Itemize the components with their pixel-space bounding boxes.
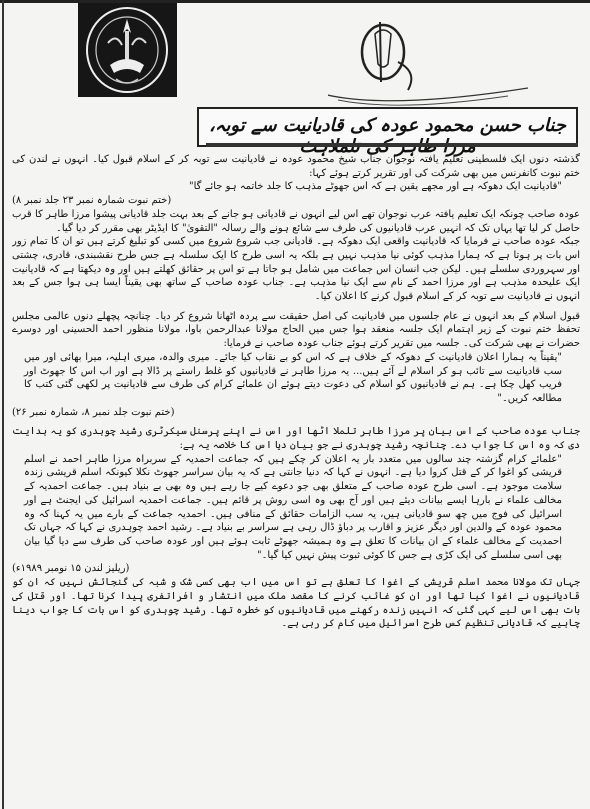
- citation: (ختم نبوت شمارہ نمبر ۲۳ جلد نمبر ۸): [12, 195, 172, 207]
- paragraph: گذشتہ دنوں ایک فلسطینی تعلیم یافتہ نوجوان جناب شیخ محمود عودہ نے قادیانیت سے توبہ کر کے اسلام قبول کیا۔ انہوں نے لندن کی ختم نبوت کانفرنس میں بھی شرکت کی اور تقریر کرتے ہوئے کہا:: [12, 154, 580, 179]
- article-title-box: [197, 107, 578, 147]
- title-shadow: [206, 143, 578, 147]
- emblem-logo: [78, 3, 177, 97]
- paragraph: جہاں تک مولانا محمد اسلم قریشی کے اغوا کا تعلق ہے تو اس میں اب بھی کسی شک و شبہ کی گنجائش نہیں کہ ان کو قادیانیوں نے اغوا کیا تھا اور ان کو غائب کرنے کا مقصد ملک میں انتشار و افراتفری پیدا کرنا تھا۔ اور قتل کی بات بھی اس لیے کہی گئی کہ انہیں زندہ رکھنے میں قادیانیوں کو خطرہ تھا۔ رشید چوہدری کو اس بات کا جواب دینا چاہیے کہ قادیانی تنظیم کس طرح اسرائیل میں کام کر رہی ہے۔: [12, 577, 580, 630]
- quote: "علمائے کرام گزشتہ چند سالوں میں متعدد بار یہ اعلان کر چکے ہیں کہ جماعت احمدیہ کے سربراہ مرزا طاہر احمد نے اسلم قریشی کو اغوا کر کے قتل کروا دیا ہے۔ انہوں نے کہا کہ دنیا جانتی ہے کہ یہ بیان سراسر جھوٹ نکلا کیونکہ اسلم قریشی زندہ سلامت موجود ہے۔ اسی طرح عودہ صاحب کے متعلق بھی جو دعوے کیے جا رہے ہیں وہ بھی بے بنیاد ہیں۔ جماعت احمدیہ کے مخالف علماء نے بارہا ایسے بیانات دیئے ہیں اور آج بھی وہ اسی روش پر قائم ہیں۔ جماعت احمدیہ اسرائیل کی ایجنٹ ہے اور اسرائیل کی فوج میں چھ سو قادیانی ہیں، یہ سب الزامات حقائق کے منافی ہیں۔ احمدیہ جماعت کے بارے میں یہ کہنا کہ وہ محمود عودہ کے والدین اور دیگر عزیز و اقارب پر دباؤ ڈال رہی ہے سراسر بے بنیاد ہے۔ رشید احمد چوہدری نے کہا کہ جہاں تک احمدیت کے مخالف علماء کے ان بیانات کا تعلق ہے وہ ہمیشہ جھوٹے ثابت ہوئے ہیں اور عودہ صاحب کی طرف سے دیا گیا بیان بھی اسی سلسلے کی ایک کڑی ہے جس کا کوئی ثبوت پیش نہیں کیا گیا۔": [24, 453, 562, 561]
- paragraph: جناب عودہ صاحب کے اس بیان پر مرزا طاہر تلملا اٹھا اور اس نے اپنے پرسنل سیکرٹری رشید چوہدری کو یہ ہدایت دی کہ وہ اس کا جواب دے۔ چنانچہ رشید چوہدری نے جو بیان دیا اس کا خلاصہ یہ ہے:: [12, 426, 580, 452]
- paragraph: عودہ صاحب چونکہ ایک تعلیم یافتہ عرب نوجوان تھے اس لیے انہوں نے قادیانی ہو جانے کے بعد بہت جلد قادیانی پیشوا مرزا طاہر کا قرب حاصل کر لیا تھا یہاں تک کہ انہیں عرب قادیانیوں کی طرف سے شائع ہونے والے رسالہ "التقویٰ" کا ایڈیٹر بھی مقرر کر دیا گیا۔: [12, 208, 580, 234]
- citation: (ریلیز لندن ۱۵ نومبر ۱۹۸۹ء): [12, 563, 130, 575]
- article-body: [12, 153, 580, 803]
- citation: (ختم نبوت جلد نمبر ۸، شمارہ نمبر ۲۶): [12, 406, 175, 418]
- quote: "یقیناً یہ ہمارا اعلان قادیانیت کے دھوکہ کے خلاف ہے کہ اس کو بے نقاب کیا جائے۔ میری والدہ، میری اہلیہ، میرا بھائی اور میں سب قادیانیت سے تائب ہو کر اسلام لے آئے ہیں... یہ مرزا طاہر نے قادیانیوں کو غلط راستے پر ڈالا ہے اور اب اس کا جھوٹ اور فریب کھل چکا ہے۔ ہم نے قادیانیوں کو اسلام کی دعوت دیتے ہوئے ان علمائے کرام کی طرف سے قادیانیت پر لکھی گئی کتب کا مطالعہ کریں۔": [24, 351, 562, 404]
- paragraph: قبول اسلام کے بعد انہوں نے عام جلسوں میں قادیانیت کی اصل حقیقت سے پردہ اٹھانا شروع کر دیا۔ چنانچہ پچھلے دنوں عالمی مجلس تحفظ ختم نبوت کے زیر اہتمام ایک جلسہ منعقد ہوا جس میں الحاج مولانا عبدالرحمن باوا، مولانا منظور احمد الحسینی اور دوسرے حضرات نے بھی شرکت کی۔ جلسہ میں تقریر کرتے ہوئے جناب عودہ صاحب نے فرمایا:: [12, 310, 580, 350]
- article-title: جناب حسن محمود عودہ کی قادیانیت سے توبہ،: [209, 115, 566, 136]
- calligraphy-seal: [328, 12, 548, 107]
- quote: "قادیانیت ایک دھوکہ ہے اور مجھے یقین ہے کہ اس جھوٹے مذہب کا جلد خاتمہ ہو جائے گا": [188, 181, 562, 193]
- paragraph: جبکہ عودہ صاحب نے فرمایا کہ قادیانیت واقعی ایک دھوکہ ہے۔ قادیانی جب شروع شروع میں کسی کو تبلیغ کرتے ہیں تو ان کا تمام زور اس بات پر ہوتا ہے کہ ہمارا مذہب کوئی نیا مذہب نہیں ہے بلکہ یہ اسی طرح کا ایک سلسلہ ہے جس طرح نقشبندی، قادری، چشتی اور سہروردی سلسلے ہیں۔ لیکن جب انسان اس جماعت میں شامل ہو جاتا ہے تو اس پر حقائق کھلتے ہیں اور وہ دیکھتا ہے کہ قادیانیت ایک علیحدہ مذہب ہے اور مرزا احمد کے نام سے ایک نیا مذہب ہے۔ جناب عودہ صاحب کے ساتھ بھی یقیناً ایسا ہی ہوا جس کے بعد انہوں نے قادیانیت سے توبہ کر کے اسلام قبول کرنے کا اعلان کیا۔: [12, 236, 580, 303]
- left-rule: [2, 0, 4, 809]
